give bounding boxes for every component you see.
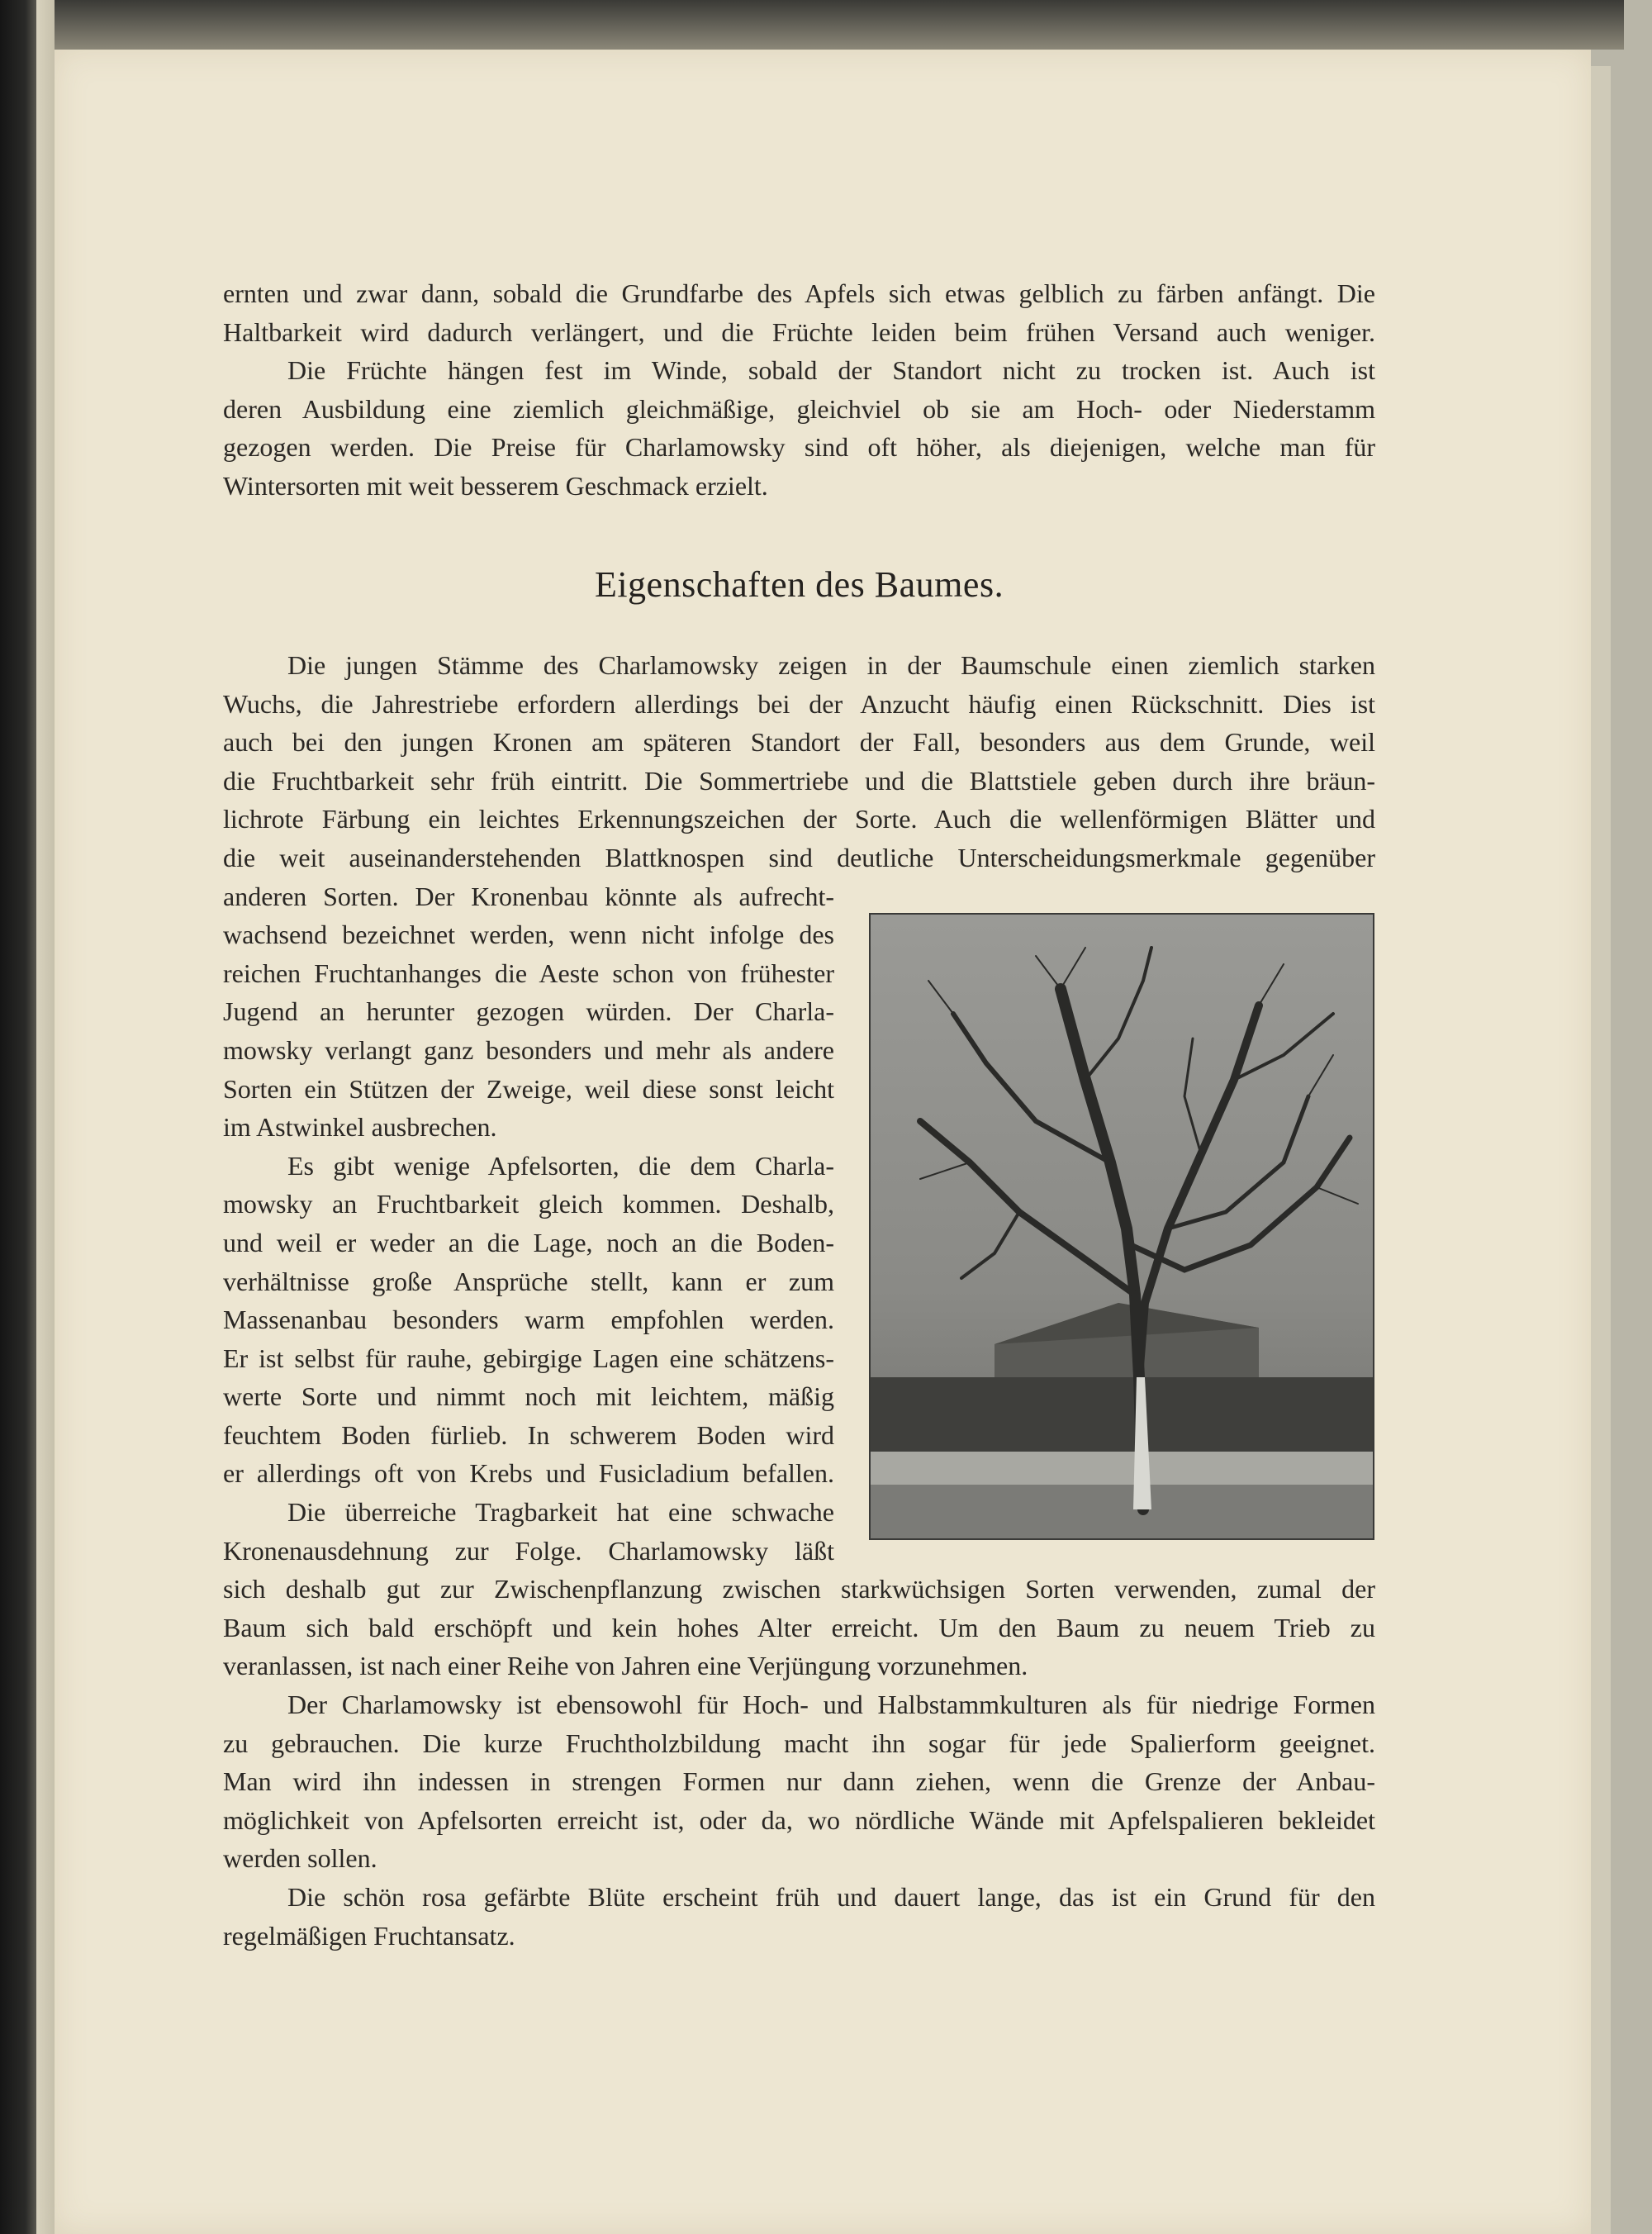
text-line: lichrote Färbung ein leichtes Erkennungszeichen der Sorte. Auch die wellenförmigen Blätter und <box>223 804 1375 834</box>
text-line: Man wird ihn indessen in strengen Formen nur dann ziehen, wenn die Grenze der Anbau- <box>223 1766 1375 1797</box>
text-line: Die überreiche Tragbarkeit hat eine schwache <box>287 1497 834 1528</box>
text-line: verhältnisse große Ansprüche stellt, kann er zum <box>223 1266 834 1296</box>
book-spine <box>0 0 36 2234</box>
text-line: reichen Fruchtanhanges die Aeste schon von frühester <box>223 958 834 988</box>
text-line: werden sollen. <box>223 1843 377 1874</box>
tree-photograph <box>869 913 1374 1540</box>
text-line: und weil er weder an die Lage, noch an die Boden- <box>223 1227 834 1257</box>
text-line: deren Ausbildung eine ziemlich gleichmäßige, gleichviel ob sie am Hoch- oder Niederstamm <box>223 393 1375 424</box>
text-line: regelmäßigen Fruchtansatz. <box>223 1920 515 1951</box>
text-line: Massenanbau besonders warm empfohlen werden. <box>223 1305 834 1335</box>
text-line: Jugend an herunter gezogen würden. Der Charla- <box>223 996 834 1027</box>
page-edge-left <box>36 0 55 2234</box>
text-line: mowsky an Fruchtbarkeit gleich kommen. Deshalb, <box>223 1189 834 1219</box>
text-line: auch bei den jungen Kronen am späteren Standort der Fall, besonders aus dem Grunde, weil <box>223 727 1375 758</box>
text-line: veranlassen, ist nach einer Reihe von Jahren eine Verjüngung vorzunehmen. <box>223 1651 1028 1681</box>
text-line: Der Charlamowsky ist ebensowohl für Hoch- und Halbstammkulturen als für niedrige Formen <box>287 1690 1375 1720</box>
text-line: er allerdings oft von Krebs und Fusicladium befallen. <box>223 1458 834 1489</box>
text-line: möglichkeit von Apfelsorten erreicht ist, oder da, wo nördliche Wände mit Apfelspalieren bekleidet <box>223 1804 1375 1835</box>
text-line: Wuchs, die Jahrestriebe erfordern allerdings bei der Anzucht häufig einen Rückschnitt. Dies ist <box>223 688 1375 719</box>
text-line: sich deshalb gut zur Zwischenpflanzung zwischen starkwüchsigen Sorten verwenden, zumal der <box>223 1574 1375 1604</box>
text-line: im Astwinkel ausbrechen. <box>223 1112 497 1143</box>
text-line: ernten und zwar dann, sobald die Grundfarbe des Apfels sich etwas gelblich zu färben anfängt. Die <box>223 278 1375 308</box>
text-line: die weit auseinanderstehenden Blattknospen sind deutliche Unterscheidungsmerkmale gegenüber <box>223 842 1375 872</box>
text-line: wachsend bezeichnet werden, wenn nicht infolge des <box>223 920 834 950</box>
text-line: mowsky verlangt ganz besonders und mehr als andere <box>223 1034 834 1065</box>
text-line: anderen Sorten. Der Kronenbau könnte als aufrecht- <box>223 881 834 911</box>
text-line: Es gibt wenige Apfelsorten, die dem Charla- <box>287 1150 834 1181</box>
text-line: gezogen werden. Die Preise für Charlamowsky sind oft höher, als diejenigen, welche man für <box>223 432 1375 463</box>
text-line: zu gebrauchen. Die kurze Fruchtholzbildung macht ihn sogar für jede Spalierform geeignet. <box>223 1728 1375 1758</box>
text-line: die Fruchtbarkeit sehr früh eintritt. Die Sommertriebe und die Blattstiele geben durch ihre bräun- <box>223 765 1375 796</box>
text-line: feuchtem Boden fürlieb. In schwerem Boden wird <box>223 1419 834 1450</box>
page-edge-right <box>1591 66 1611 2234</box>
text-line: Sorten ein Stützen der Zweige, weil diese sonst leicht <box>223 1073 834 1104</box>
text-line: Kronenausdehnung zur Folge. Charlamowsky läßt <box>223 1535 834 1566</box>
text-line: Er ist selbst für rauhe, gebirgige Lagen eine schätzens- <box>223 1343 834 1373</box>
text-line: Die Früchte hängen fest im Winde, sobald der Standort nicht zu trocken ist. Auch ist <box>287 355 1375 386</box>
text-line: Wintersorten mit weit besserem Geschmack erzielt. <box>223 470 768 501</box>
section-heading: Eigenschaften des Baumes. <box>594 564 1004 605</box>
apple-tree-image <box>871 915 1373 1538</box>
text-line: Die jungen Stämme des Charlamowsky zeigen in der Baumschule einen ziemlich starken <box>287 650 1375 680</box>
text-line: werte Sorte und nimmt noch mit leichtem, mäßig <box>223 1381 834 1412</box>
text-line: Haltbarkeit wird dadurch verlängert, und die Früchte leiden beim frühen Versand auch weniger. <box>223 316 1375 347</box>
text-line: Baum sich bald erschöpft und kein hohes Alter erreicht. Um den Baum zu neuem Trieb zu <box>223 1612 1375 1642</box>
page-top-shadow <box>55 0 1624 50</box>
text-block-top <box>223 274 1375 506</box>
text-line: Die schön rosa gefärbte Blüte erscheint früh und dauert lange, das ist ein Grund für den <box>287 1882 1375 1912</box>
